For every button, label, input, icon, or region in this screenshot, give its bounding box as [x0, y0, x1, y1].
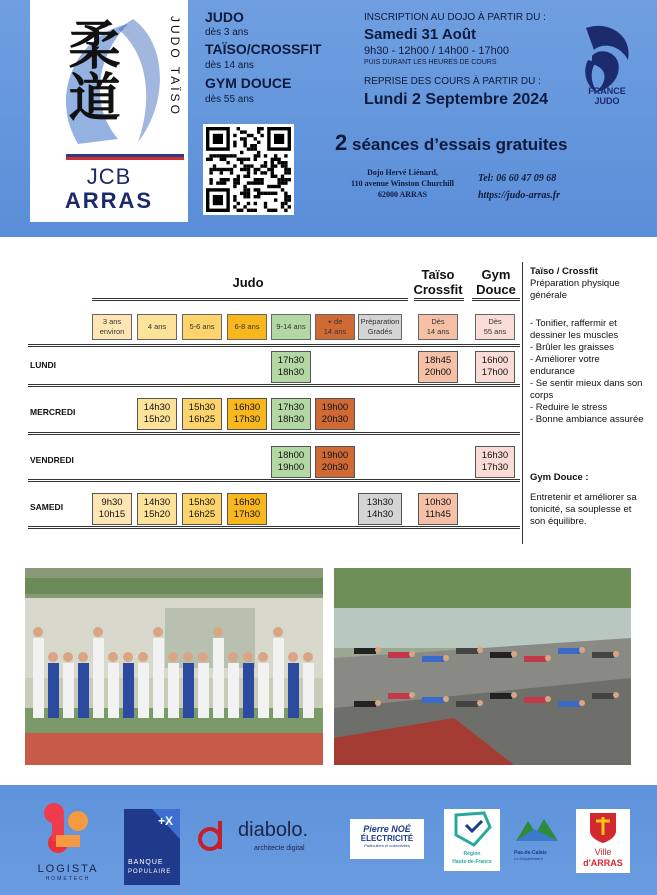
age-group-header — [227, 314, 267, 340]
gym-heading: Gym Douce : — [530, 472, 589, 483]
taiso-description: Préparation physique générale — [530, 278, 620, 301]
schedule-slot — [182, 493, 222, 525]
slot-end-time: 20h30 — [321, 414, 349, 425]
schedule-slot — [475, 446, 515, 478]
logo-arras: ARRAS — [64, 188, 154, 213]
age-group-label: 6-8 ans — [234, 322, 260, 331]
sponsor-logista: LOGISTA HOMETECH — [28, 799, 108, 889]
row-separator — [28, 479, 520, 482]
sponsor-hauts-de-france: Région Hauts-de-France — [444, 809, 500, 871]
age-group-header — [475, 314, 515, 340]
slot-end-time: 16h25 — [188, 509, 216, 520]
sidebar-gym — [530, 472, 640, 528]
logo-kanji: 柔道 — [59, 18, 120, 122]
schedule-slot — [271, 398, 311, 430]
schedule-slot — [315, 398, 355, 430]
taiso-heading: Taïso / Crossfit — [530, 266, 598, 277]
taiso-underline — [414, 298, 464, 301]
schedule-slot — [227, 493, 267, 525]
slot-end-time: 18h30 — [277, 367, 305, 378]
slot-end-time: 17h30 — [233, 509, 261, 520]
website-link[interactable]: https://judo-arras.fr — [478, 190, 560, 201]
schedule-slot — [227, 398, 267, 430]
age-group-label: Préparation — [360, 317, 400, 326]
slot-start-time: 19h00 — [321, 450, 349, 461]
gym-underline — [472, 298, 520, 301]
pas-de-calais-logo-icon — [514, 815, 560, 845]
slot-start-time: 16h30 — [481, 450, 509, 461]
discipline-judo: JUDO — [205, 9, 244, 25]
age-group-header — [315, 314, 355, 340]
judo-title: Judo — [232, 275, 264, 290]
row-separator — [28, 344, 520, 347]
photo-crossfit-class — [334, 568, 631, 765]
discipline-judo-age: dès 3 ans — [205, 27, 249, 38]
schedule-slot — [271, 446, 311, 478]
schedule-slot — [271, 351, 311, 383]
logo-vertical-text: JUDO TAÏSO — [168, 16, 182, 117]
schedule-slot — [137, 493, 177, 525]
inscription-date: Samedi 31 Août — [364, 26, 476, 43]
slot-start-time: 16h30 — [233, 402, 261, 413]
slot-end-time: 20h30 — [321, 462, 349, 473]
inscription-hours: 9h30 - 12h00 / 14h00 - 17h00 — [364, 45, 509, 57]
sidebar-taiso — [530, 266, 640, 302]
slot-start-time: 17h30 — [277, 355, 305, 366]
slot-end-time: 17h30 — [233, 414, 261, 425]
phone[interactable]: Tel: 06 60 47 09 68 — [478, 173, 557, 184]
schedule-slot — [92, 493, 132, 525]
schedule-slot — [358, 493, 402, 525]
slot-start-time: 18h00 — [277, 450, 305, 461]
taiso-point: - Se sentir mieux dans son corps — [530, 378, 643, 401]
france-judo-text: FRANCE JUDO — [588, 86, 626, 106]
schedule-slot — [418, 493, 458, 525]
header-banner — [0, 0, 657, 237]
slot-start-time: 16h00 — [481, 355, 509, 366]
age-group-label: + de — [327, 317, 343, 326]
taiso-point: - Brûler les graisses — [530, 342, 614, 353]
sponsor-banque-populaire: +X BANQUE POPULAIRE — [124, 809, 180, 885]
photo-judo-group — [25, 568, 323, 765]
row-separator — [28, 384, 520, 387]
reprise-date: Lundi 2 Septembre 2024 — [364, 91, 549, 108]
discipline-gym-age: dès 55 ans — [205, 94, 254, 105]
schedule-slot — [182, 398, 222, 430]
inscription-label: INSCRIPTION AU DOJO À PARTIR DU : — [364, 12, 546, 23]
diabolo-logo-icon — [196, 819, 230, 853]
judo-underline — [92, 298, 408, 301]
slot-start-time: 10h30 — [424, 497, 452, 508]
dojo-address: Dojo Hervé Liénard, 110 avenue Winston Churchill 62000 ARRAS — [351, 168, 454, 199]
taiso-title: Taïso Crossfit — [413, 267, 463, 297]
gym-title: Gym Douce — [476, 267, 516, 297]
slot-start-time: 17h30 — [277, 402, 305, 413]
slot-start-time: 16h30 — [233, 497, 261, 508]
sponsors-footer — [0, 785, 657, 895]
schedule-slot — [315, 446, 355, 478]
slot-end-time: 20h00 — [424, 367, 452, 378]
logista-logo-icon — [38, 799, 98, 859]
day-label: LUNDI — [30, 360, 56, 370]
age-group-header — [358, 314, 402, 340]
svg-text:+X: +X — [158, 814, 174, 828]
taiso-point: - Améliorer votre endurance — [530, 354, 600, 377]
slot-start-time: 18h45 — [424, 355, 452, 366]
slot-start-time: 15h30 — [188, 402, 216, 413]
taiso-point: - Reduire le stress — [530, 402, 608, 413]
logo-jcb: JCB — [86, 164, 132, 189]
slot-start-time: 15h30 — [188, 497, 216, 508]
photo-crossfit-class-image — [334, 568, 631, 765]
qr-code-icon — [206, 127, 291, 212]
age-group-header — [92, 314, 132, 340]
inscription-note: PUIS DURANT LES HEURES DE COURS — [364, 59, 497, 66]
age-group-label: Dès — [488, 317, 502, 326]
slot-end-time: 17h30 — [481, 462, 509, 473]
slot-start-time: 13h30 — [366, 497, 394, 508]
hauts-de-france-logo-icon — [444, 809, 500, 849]
age-group-label: 55 ans — [483, 327, 507, 336]
slot-start-time: 9h30 — [101, 497, 123, 508]
sponsor-pas-de-calais: Pas-de-Calais Le Département — [514, 815, 560, 863]
discipline-taiso-age: dès 14 ans — [205, 60, 254, 71]
taiso-point: - Bonne ambiance assurée — [530, 414, 644, 425]
discipline-gym: GYM DOUCE — [205, 75, 292, 91]
age-group-label: 4 ans — [147, 322, 167, 331]
row-separator — [28, 432, 520, 435]
age-group-label: 9-14 ans — [276, 322, 306, 331]
slot-start-time: 19h00 — [321, 402, 349, 413]
slot-end-time: 15h20 — [143, 509, 171, 520]
schedule-slot — [137, 398, 177, 430]
reprise-label: REPRISE DES COURS À PARTIR DU : — [364, 76, 541, 87]
essais-banner: 2 séances d’essais gratuites — [335, 130, 568, 155]
schedule-slot — [475, 351, 515, 383]
age-group-label: 3 ans — [102, 317, 122, 326]
contact-info — [478, 170, 560, 204]
club-logo — [30, 0, 188, 222]
qr-code[interactable] — [203, 124, 294, 215]
logo-stripe-red — [66, 157, 184, 160]
age-group-label: 14 ans — [426, 327, 450, 336]
slot-start-time: 14h30 — [143, 497, 171, 508]
taiso-point: - Tonifier, raffermir et dessiner les muscles — [530, 318, 619, 341]
age-group-label: environ — [99, 327, 125, 336]
day-label: VENDREDI — [30, 455, 74, 465]
age-group-header — [182, 314, 222, 340]
slot-end-time: 16h25 — [188, 414, 216, 425]
photo-judo-group-image — [25, 568, 323, 765]
age-group-label: 14 ans — [323, 327, 347, 336]
row-separator — [28, 526, 520, 529]
slot-end-time: 10h15 — [98, 509, 126, 520]
age-group-header — [137, 314, 177, 340]
sponsor-diabolo: diabolo. architecte digital — [196, 817, 336, 867]
slot-end-time: 19h00 — [277, 462, 305, 473]
schedule-slot — [418, 351, 458, 383]
slot-start-time: 14h30 — [143, 402, 171, 413]
slot-end-time: 15h20 — [143, 414, 171, 425]
sidebar-taiso-points — [530, 318, 644, 426]
age-group-header — [271, 314, 311, 340]
slot-end-time: 18h30 — [277, 414, 305, 425]
slot-end-time: 11h45 — [425, 509, 451, 520]
age-group-label: 5-6 ans — [189, 322, 215, 331]
age-group-label: Dès — [431, 317, 445, 326]
age-group-header — [418, 314, 458, 340]
slot-end-time: 17h00 — [481, 367, 509, 378]
age-group-label: Gradés — [367, 327, 393, 336]
day-label: MERCREDI — [30, 407, 76, 417]
sponsor-pierre-noe: Pierre NOÉ ÉLECTRICITÉ Particuliers et collectivités — [350, 819, 424, 859]
slot-end-time: 14h30 — [366, 509, 394, 520]
day-label: SAMEDI — [30, 502, 64, 512]
gym-description: Entretenir et améliorer sa tonicité, sa souplesse et son équilibre. — [530, 492, 637, 527]
ville-arras-logo-icon — [576, 809, 630, 845]
discipline-taiso: TAÏSO/CROSSFIT — [205, 41, 322, 57]
sidebar-divider — [522, 262, 523, 544]
sponsor-ville-arras: Ville d'ARRAS — [576, 809, 630, 873]
